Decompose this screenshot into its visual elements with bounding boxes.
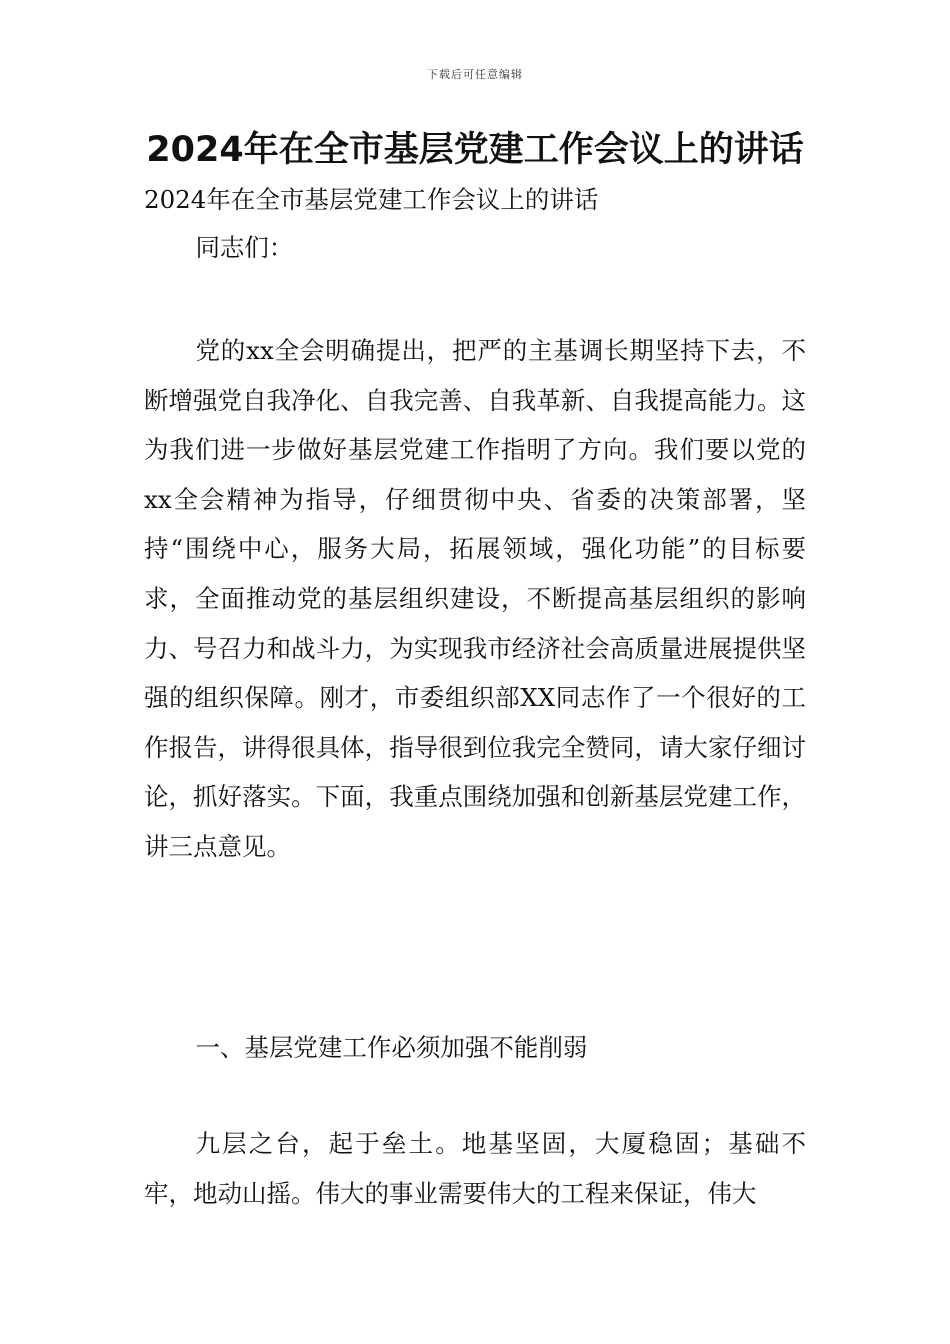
section-heading: 一、基层党建工作必须加强不能削弱: [195, 1033, 588, 1062]
body-paragraph: 九层之台，起于垒土。地基坚固，大厦稳固；基础不牢，地动山摇。伟大的事业需要伟大的工程来保证，伟大: [144, 1129, 806, 1208]
body-paragraph: 党的xx全会明确提出，把严的主基调长期坚持下去，不断增强党自我净化、自我完善、自我革新、自我提高能力。这为我们进一步做好基层党建工作指明了方向。我们要以党的xx全会精神为指导，仔细贯彻中央、省委的决策部署，坚持“围绕中心，服务大局，拓展领域，强化功能”的目标要求，全面推动党的基层组织建设，不断提高基层组织的影响力、号召力和战斗力，为实现我市经济社会高质量进展提供坚强的组织保障。刚才，市委组织部XX同志作了一个很好的工作报告，讲得很具体，指导很到位我完全赞同，请大家仔细讨论，抓好落实。下面，我重点围绕加强和创新基层党建工作，讲三点意见。: [144, 336, 806, 861]
salutation: 同志们：: [195, 233, 294, 262]
document-title: 2024年在全市基层党建工作会议上的讲话: [146, 130, 804, 170]
page-header-note: 下载后可任意编辑: [427, 68, 523, 81]
document-subtitle: 2024年在全市基层党建工作会议上的讲话: [144, 185, 599, 214]
